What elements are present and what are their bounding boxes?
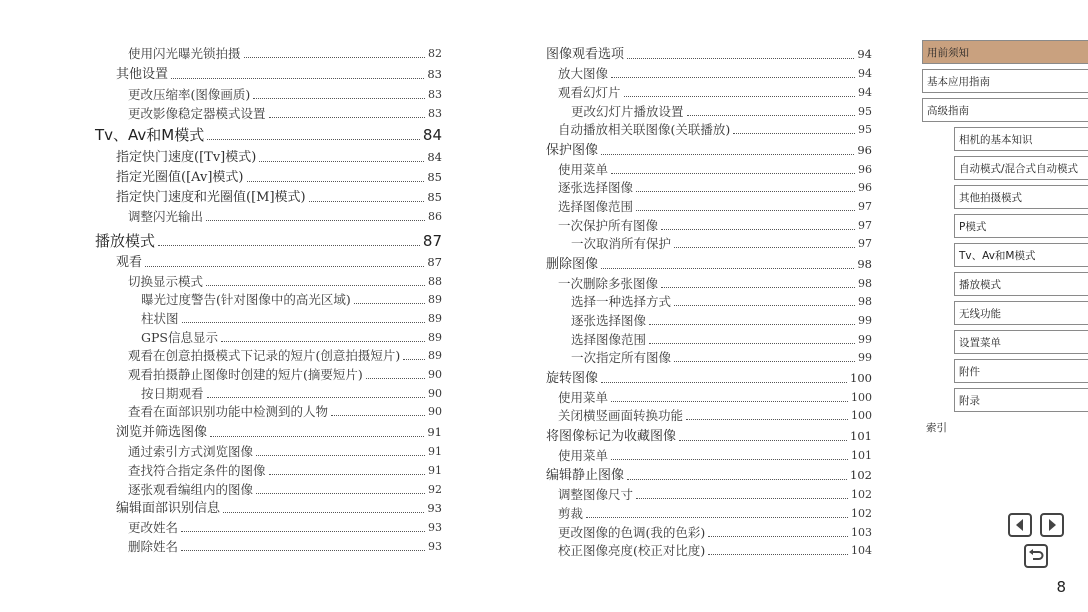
toc-entry-title: 查找符合指定条件的图像 xyxy=(128,463,266,478)
toc-entry-page: 90 xyxy=(428,368,442,381)
toc-entry-title: 播放模式 xyxy=(95,232,156,250)
toc-entry-title: 图像观看选项 xyxy=(546,47,625,62)
dot-leader xyxy=(661,287,855,288)
toc-entry-page: 103 xyxy=(851,526,872,539)
toc-entry-title: 更改幻灯片播放设置 xyxy=(571,104,684,119)
toc-entry[interactable] xyxy=(558,162,872,177)
chapter-tab[interactable] xyxy=(954,272,1088,296)
toc-entry-title: 选择图像范围 xyxy=(571,332,647,347)
dot-leader xyxy=(627,479,847,480)
toc-entry-page: 91 xyxy=(428,464,442,477)
toc-entry[interactable] xyxy=(128,209,442,224)
toc-entry-title: 观看 xyxy=(116,255,143,270)
dot-leader xyxy=(366,378,425,379)
dot-leader xyxy=(253,98,425,99)
toc-entry-title: 自动播放相关联图像(关联播放) xyxy=(558,122,731,137)
dot-leader xyxy=(611,77,855,78)
dot-leader xyxy=(259,161,424,162)
toc-entry-page: 92 xyxy=(428,483,442,496)
toc-entry-page: 87 xyxy=(422,232,442,250)
chapter-tab[interactable] xyxy=(954,127,1088,151)
chapter-tab[interactable] xyxy=(922,69,1088,93)
toc-entry[interactable] xyxy=(95,232,442,250)
toc-entry-title: 指定光圈值([Av]模式) xyxy=(116,170,244,185)
toc-entry-title: 编辑静止图像 xyxy=(546,468,625,483)
toc-entry-page: 93 xyxy=(428,540,442,553)
toc-entry-title: 指定快门速度和光圈值([M]模式) xyxy=(116,190,306,205)
toc-entry[interactable] xyxy=(141,292,442,307)
toc-entry[interactable] xyxy=(571,104,872,119)
toc-entry-page: 93 xyxy=(428,521,442,534)
dot-leader xyxy=(247,181,425,182)
toc-entry-page: 94 xyxy=(858,67,872,80)
next-page-button[interactable] xyxy=(1040,513,1064,537)
toc-entry-page: 83 xyxy=(428,88,442,101)
dot-leader xyxy=(206,285,425,286)
dot-leader xyxy=(158,245,420,246)
toc-entry-title: 更改压缩率(图像画质) xyxy=(128,87,251,102)
toc-entry-title: 调整闪光输出 xyxy=(128,209,204,224)
toc-entry-page: 84 xyxy=(422,126,442,144)
toc-entry-page: 84 xyxy=(427,150,442,164)
chapter-tab-label: Tv、Av和M模式 xyxy=(959,249,1036,262)
dot-leader xyxy=(624,96,855,97)
dot-leader xyxy=(207,397,425,398)
toc-entry-title: Tv、Av和M模式 xyxy=(95,126,205,144)
toc-entry-title: 旋转图像 xyxy=(546,371,599,386)
previous-page-button[interactable] xyxy=(1008,513,1032,537)
toc-entry-title: 调整图像尺寸 xyxy=(558,487,634,502)
toc-entry-page: 99 xyxy=(858,351,872,364)
chapter-tab[interactable] xyxy=(954,214,1088,238)
chapter-tab[interactable] xyxy=(954,330,1088,354)
toc-entry[interactable] xyxy=(95,126,442,144)
toc-entry[interactable] xyxy=(116,150,442,165)
dot-leader xyxy=(601,154,854,155)
page-number: 8 xyxy=(1056,578,1066,596)
toc-entry-page: 82 xyxy=(428,47,442,60)
dot-leader xyxy=(269,474,425,475)
dot-leader xyxy=(601,268,854,269)
toc-entry-page: 83 xyxy=(428,107,442,120)
toc-entry-title: 切换显示模式 xyxy=(128,274,204,289)
chapter-tab[interactable] xyxy=(954,185,1088,209)
toc-entry-page: 99 xyxy=(858,333,872,346)
toc-entry-page: 96 xyxy=(858,181,872,194)
toc-entry[interactable] xyxy=(571,332,872,347)
toc-entry-title: 其他设置 xyxy=(116,67,169,82)
toc-entry-title: GPS信息显示 xyxy=(141,330,218,345)
chapter-tab-label: 其他拍摄模式 xyxy=(959,191,1022,204)
toc-entry[interactable] xyxy=(141,330,442,345)
toc-entry[interactable] xyxy=(116,255,442,270)
toc-entry-title: 使用菜单 xyxy=(558,162,609,177)
chapter-tab[interactable] xyxy=(954,359,1088,383)
toc-entry[interactable] xyxy=(128,463,442,478)
toc-entry-title: 曝光过度警告(针对图像中的高光区域) xyxy=(141,292,351,307)
toc-entry[interactable] xyxy=(128,444,442,459)
arrow-right-icon xyxy=(1045,518,1059,532)
dot-leader xyxy=(649,324,855,325)
toc-entry[interactable] xyxy=(558,276,872,291)
toc-entry-page: 99 xyxy=(858,314,872,327)
toc-entry[interactable] xyxy=(558,525,872,540)
toc-entry[interactable] xyxy=(116,501,442,516)
toc-entry-title: 剪裁 xyxy=(558,506,584,521)
toc-entry-page: 102 xyxy=(851,507,872,520)
toc-entry-title: 指定快门速度([Tv]模式) xyxy=(116,150,257,165)
chapter-tab-label: 索引 xyxy=(926,421,947,434)
dot-leader xyxy=(733,133,855,134)
dot-leader xyxy=(256,455,425,456)
dot-leader xyxy=(636,498,848,499)
toc-entry-title: 选择一种选择方式 xyxy=(571,294,672,309)
toc-entry-page: 100 xyxy=(851,409,872,422)
toc-entry[interactable] xyxy=(128,482,442,497)
return-icon xyxy=(1028,549,1044,563)
toc-entry-title: 通过索引方式浏览图像 xyxy=(128,444,254,459)
toc-entry-page: 97 xyxy=(858,219,872,232)
chapter-tab[interactable] xyxy=(954,388,1088,412)
toc-entry-title: 逐张选择图像 xyxy=(571,313,647,328)
toc-entry[interactable] xyxy=(116,190,442,205)
toc-entry[interactable] xyxy=(128,87,442,102)
dot-leader xyxy=(611,173,855,174)
dot-leader xyxy=(182,322,425,323)
toc-entry-title: 删除图像 xyxy=(546,257,599,272)
dot-leader xyxy=(674,247,855,248)
dot-leader xyxy=(221,341,425,342)
toc-entry-page: 101 xyxy=(850,429,872,443)
toc-entry[interactable] xyxy=(571,350,872,365)
dot-leader xyxy=(145,266,424,267)
toc-entry-title: 使用闪光曝光锁拍摄 xyxy=(128,46,241,61)
toc-entry-page: 94 xyxy=(857,47,872,61)
toc-entry[interactable] xyxy=(558,408,872,423)
toc-entry-page: 102 xyxy=(850,468,872,482)
toc-entry[interactable] xyxy=(546,47,872,62)
toc-entry[interactable] xyxy=(546,371,872,386)
dot-leader xyxy=(309,201,425,202)
toc-entry[interactable] xyxy=(128,404,442,419)
dot-leader xyxy=(611,459,848,460)
toc-entry-page: 86 xyxy=(428,210,442,223)
chapter-tab-label: 相机的基本知识 xyxy=(959,133,1033,146)
toc-entry[interactable] xyxy=(128,520,442,535)
toc-entry[interactable] xyxy=(128,106,442,121)
toc-entry-title: 放大图像 xyxy=(558,66,609,81)
dot-leader xyxy=(601,382,847,383)
dot-leader xyxy=(627,58,854,59)
toc-entry[interactable] xyxy=(558,218,872,233)
toc-entry-page: 98 xyxy=(857,257,872,271)
dot-leader xyxy=(403,359,425,360)
toc-entry-page: 90 xyxy=(428,387,442,400)
toc-entry-page: 101 xyxy=(851,449,872,462)
toc-entry[interactable] xyxy=(558,448,872,463)
dot-leader xyxy=(636,210,855,211)
dot-leader xyxy=(686,419,848,420)
toc-entry-page: 90 xyxy=(428,405,442,418)
dot-leader xyxy=(256,493,425,494)
toc-entry-title: 保护图像 xyxy=(546,143,599,158)
toc-entry-title: 观看拍摄静止图像时创建的短片(摘要短片) xyxy=(128,367,363,382)
toc-entry[interactable] xyxy=(558,122,872,137)
toc-entry[interactable] xyxy=(128,367,442,382)
dot-leader xyxy=(269,117,425,118)
toc-entry-page: 89 xyxy=(428,312,442,325)
dot-leader xyxy=(674,305,855,306)
dot-leader xyxy=(687,115,855,116)
toc-entry-title: 查看在面部识别功能中检测到的人物 xyxy=(128,404,329,419)
toc-entry[interactable] xyxy=(558,180,872,195)
dot-leader xyxy=(181,550,425,551)
toc-entry[interactable] xyxy=(128,46,442,61)
toc-entry-title: 选择图像范围 xyxy=(558,199,634,214)
toc-entry-title: 观看在创意拍摄模式下记录的短片(创意拍摄短片) xyxy=(128,348,401,363)
toc-entry-page: 91 xyxy=(428,445,442,458)
chapter-tab-label: 高级指南 xyxy=(927,104,969,117)
dot-leader xyxy=(586,517,848,518)
arrow-left-icon xyxy=(1013,518,1027,532)
toc-entry-page: 94 xyxy=(858,86,872,99)
toc-entry[interactable] xyxy=(558,390,872,405)
toc-entry-page: 104 xyxy=(851,544,872,557)
dot-leader xyxy=(210,436,424,437)
dot-leader xyxy=(206,220,425,221)
toc-entry-page: 96 xyxy=(857,143,872,157)
toc-entry-page: 98 xyxy=(858,295,872,308)
toc-entry-page: 89 xyxy=(428,293,442,306)
toc-entry[interactable] xyxy=(546,429,872,444)
toc-entry-title: 逐张选择图像 xyxy=(558,180,634,195)
chapter-tab-label: 设置菜单 xyxy=(959,336,1001,349)
toc-entry-page: 87 xyxy=(427,255,442,269)
toc-entry-page: 85 xyxy=(427,190,442,204)
toc-entry[interactable] xyxy=(128,274,442,289)
toc-entry-title: 一次取消所有保护 xyxy=(571,236,672,251)
toc-entry-title: 逐张观看编组内的图像 xyxy=(128,482,254,497)
toc-entry-page: 91 xyxy=(427,425,442,439)
dot-leader xyxy=(649,343,855,344)
toc-entry-page: 102 xyxy=(851,488,872,501)
toc-entry-page: 97 xyxy=(858,237,872,250)
dot-leader xyxy=(354,303,425,304)
toc-entry[interactable] xyxy=(571,313,872,328)
toc-entry-page: 93 xyxy=(427,501,442,515)
toc-entry[interactable] xyxy=(571,294,872,309)
toc-entry-page: 97 xyxy=(858,200,872,213)
toc-entry[interactable] xyxy=(546,468,872,483)
toc-entry[interactable] xyxy=(128,348,442,363)
toc-entry-title: 使用菜单 xyxy=(558,448,609,463)
chapter-tab-label: 用前须知 xyxy=(927,46,969,59)
toc-entry[interactable] xyxy=(116,170,442,185)
toc-entry-title: 关闭横竖画面转换功能 xyxy=(558,408,684,423)
chapter-tab[interactable] xyxy=(954,301,1088,325)
toc-entry-title: 按日期观看 xyxy=(141,386,204,401)
dot-leader xyxy=(244,57,425,58)
dot-leader xyxy=(679,440,847,441)
toc-entry[interactable] xyxy=(558,543,872,558)
toc-entry-title: 更改图像的色调(我的色彩) xyxy=(558,525,706,540)
toc-entry-page: 83 xyxy=(427,67,442,81)
toc-entry[interactable] xyxy=(546,257,872,272)
dot-leader xyxy=(223,512,424,513)
toc-entry[interactable] xyxy=(116,67,442,82)
toc-entry-title: 将图像标记为收藏图像 xyxy=(546,429,677,444)
dot-leader xyxy=(708,554,848,555)
chapter-tab[interactable] xyxy=(922,417,1088,437)
toc-entry-title: 一次指定所有图像 xyxy=(571,350,672,365)
toc-entry[interactable] xyxy=(141,386,442,401)
chapter-tab-label: 无线功能 xyxy=(959,307,1001,320)
toc-entry[interactable] xyxy=(128,539,442,554)
toc-entry[interactable] xyxy=(558,506,872,521)
toc-entry-title: 浏览并筛选图像 xyxy=(116,425,208,440)
dot-leader xyxy=(611,401,848,402)
dot-leader xyxy=(207,139,420,140)
dot-leader xyxy=(636,191,855,192)
toc-entry[interactable] xyxy=(546,143,872,158)
toc-entry-title: 编辑面部识别信息 xyxy=(116,501,221,516)
toc-entry-page: 100 xyxy=(850,371,872,385)
toc-entry-title: 删除姓名 xyxy=(128,539,179,554)
toc-entry-title: 一次保护所有图像 xyxy=(558,218,659,233)
toc-entry-page: 85 xyxy=(427,170,442,184)
chapter-tab-label: 附录 xyxy=(959,394,980,407)
toc-entry-title: 更改姓名 xyxy=(128,520,179,535)
toc-entry-page: 89 xyxy=(428,349,442,362)
toc-entry[interactable] xyxy=(116,425,442,440)
toc-entry-title: 使用菜单 xyxy=(558,390,609,405)
toc-entry-page: 95 xyxy=(858,105,872,118)
dot-leader xyxy=(181,531,425,532)
return-button[interactable] xyxy=(1024,544,1048,568)
toc-entry[interactable] xyxy=(558,66,872,81)
chapter-tab[interactable] xyxy=(922,40,1088,64)
chapter-tab-label: 自动模式/混合式自动模式 xyxy=(959,162,1079,175)
toc-entry-page: 98 xyxy=(858,277,872,290)
toc-entry-page: 100 xyxy=(851,391,872,404)
chapter-tab[interactable] xyxy=(954,243,1088,267)
dot-leader xyxy=(674,361,855,362)
toc-entry-page: 89 xyxy=(428,331,442,344)
dot-leader xyxy=(708,536,848,537)
chapter-tab-label: 附件 xyxy=(959,365,980,378)
toc-entry-title: 更改影像稳定器模式设置 xyxy=(128,106,266,121)
chapter-tab-label: 播放模式 xyxy=(959,278,1001,291)
toc-entry-title: 一次删除多张图像 xyxy=(558,276,659,291)
toc-entry[interactable] xyxy=(558,487,872,502)
dot-leader xyxy=(171,78,424,79)
dot-leader xyxy=(661,229,855,230)
toc-entry-page: 95 xyxy=(858,123,872,136)
toc-entry-title: 观看幻灯片 xyxy=(558,85,621,100)
toc-entry[interactable] xyxy=(141,311,442,326)
toc-entry[interactable] xyxy=(558,199,872,214)
toc-entry[interactable] xyxy=(558,85,872,100)
toc-entry-title: 校正图像亮度(校正对比度) xyxy=(558,543,706,558)
chapter-tab-label: 基本应用指南 xyxy=(927,75,990,88)
dot-leader xyxy=(331,415,425,416)
chapter-tab[interactable] xyxy=(922,98,1088,122)
chapter-tab[interactable] xyxy=(954,156,1088,180)
chapter-tab-label: P模式 xyxy=(959,220,987,233)
toc-entry[interactable] xyxy=(571,236,872,251)
toc-entry-title: 柱状图 xyxy=(141,311,179,326)
toc-entry-page: 88 xyxy=(428,275,442,288)
toc-entry-page: 96 xyxy=(858,163,872,176)
